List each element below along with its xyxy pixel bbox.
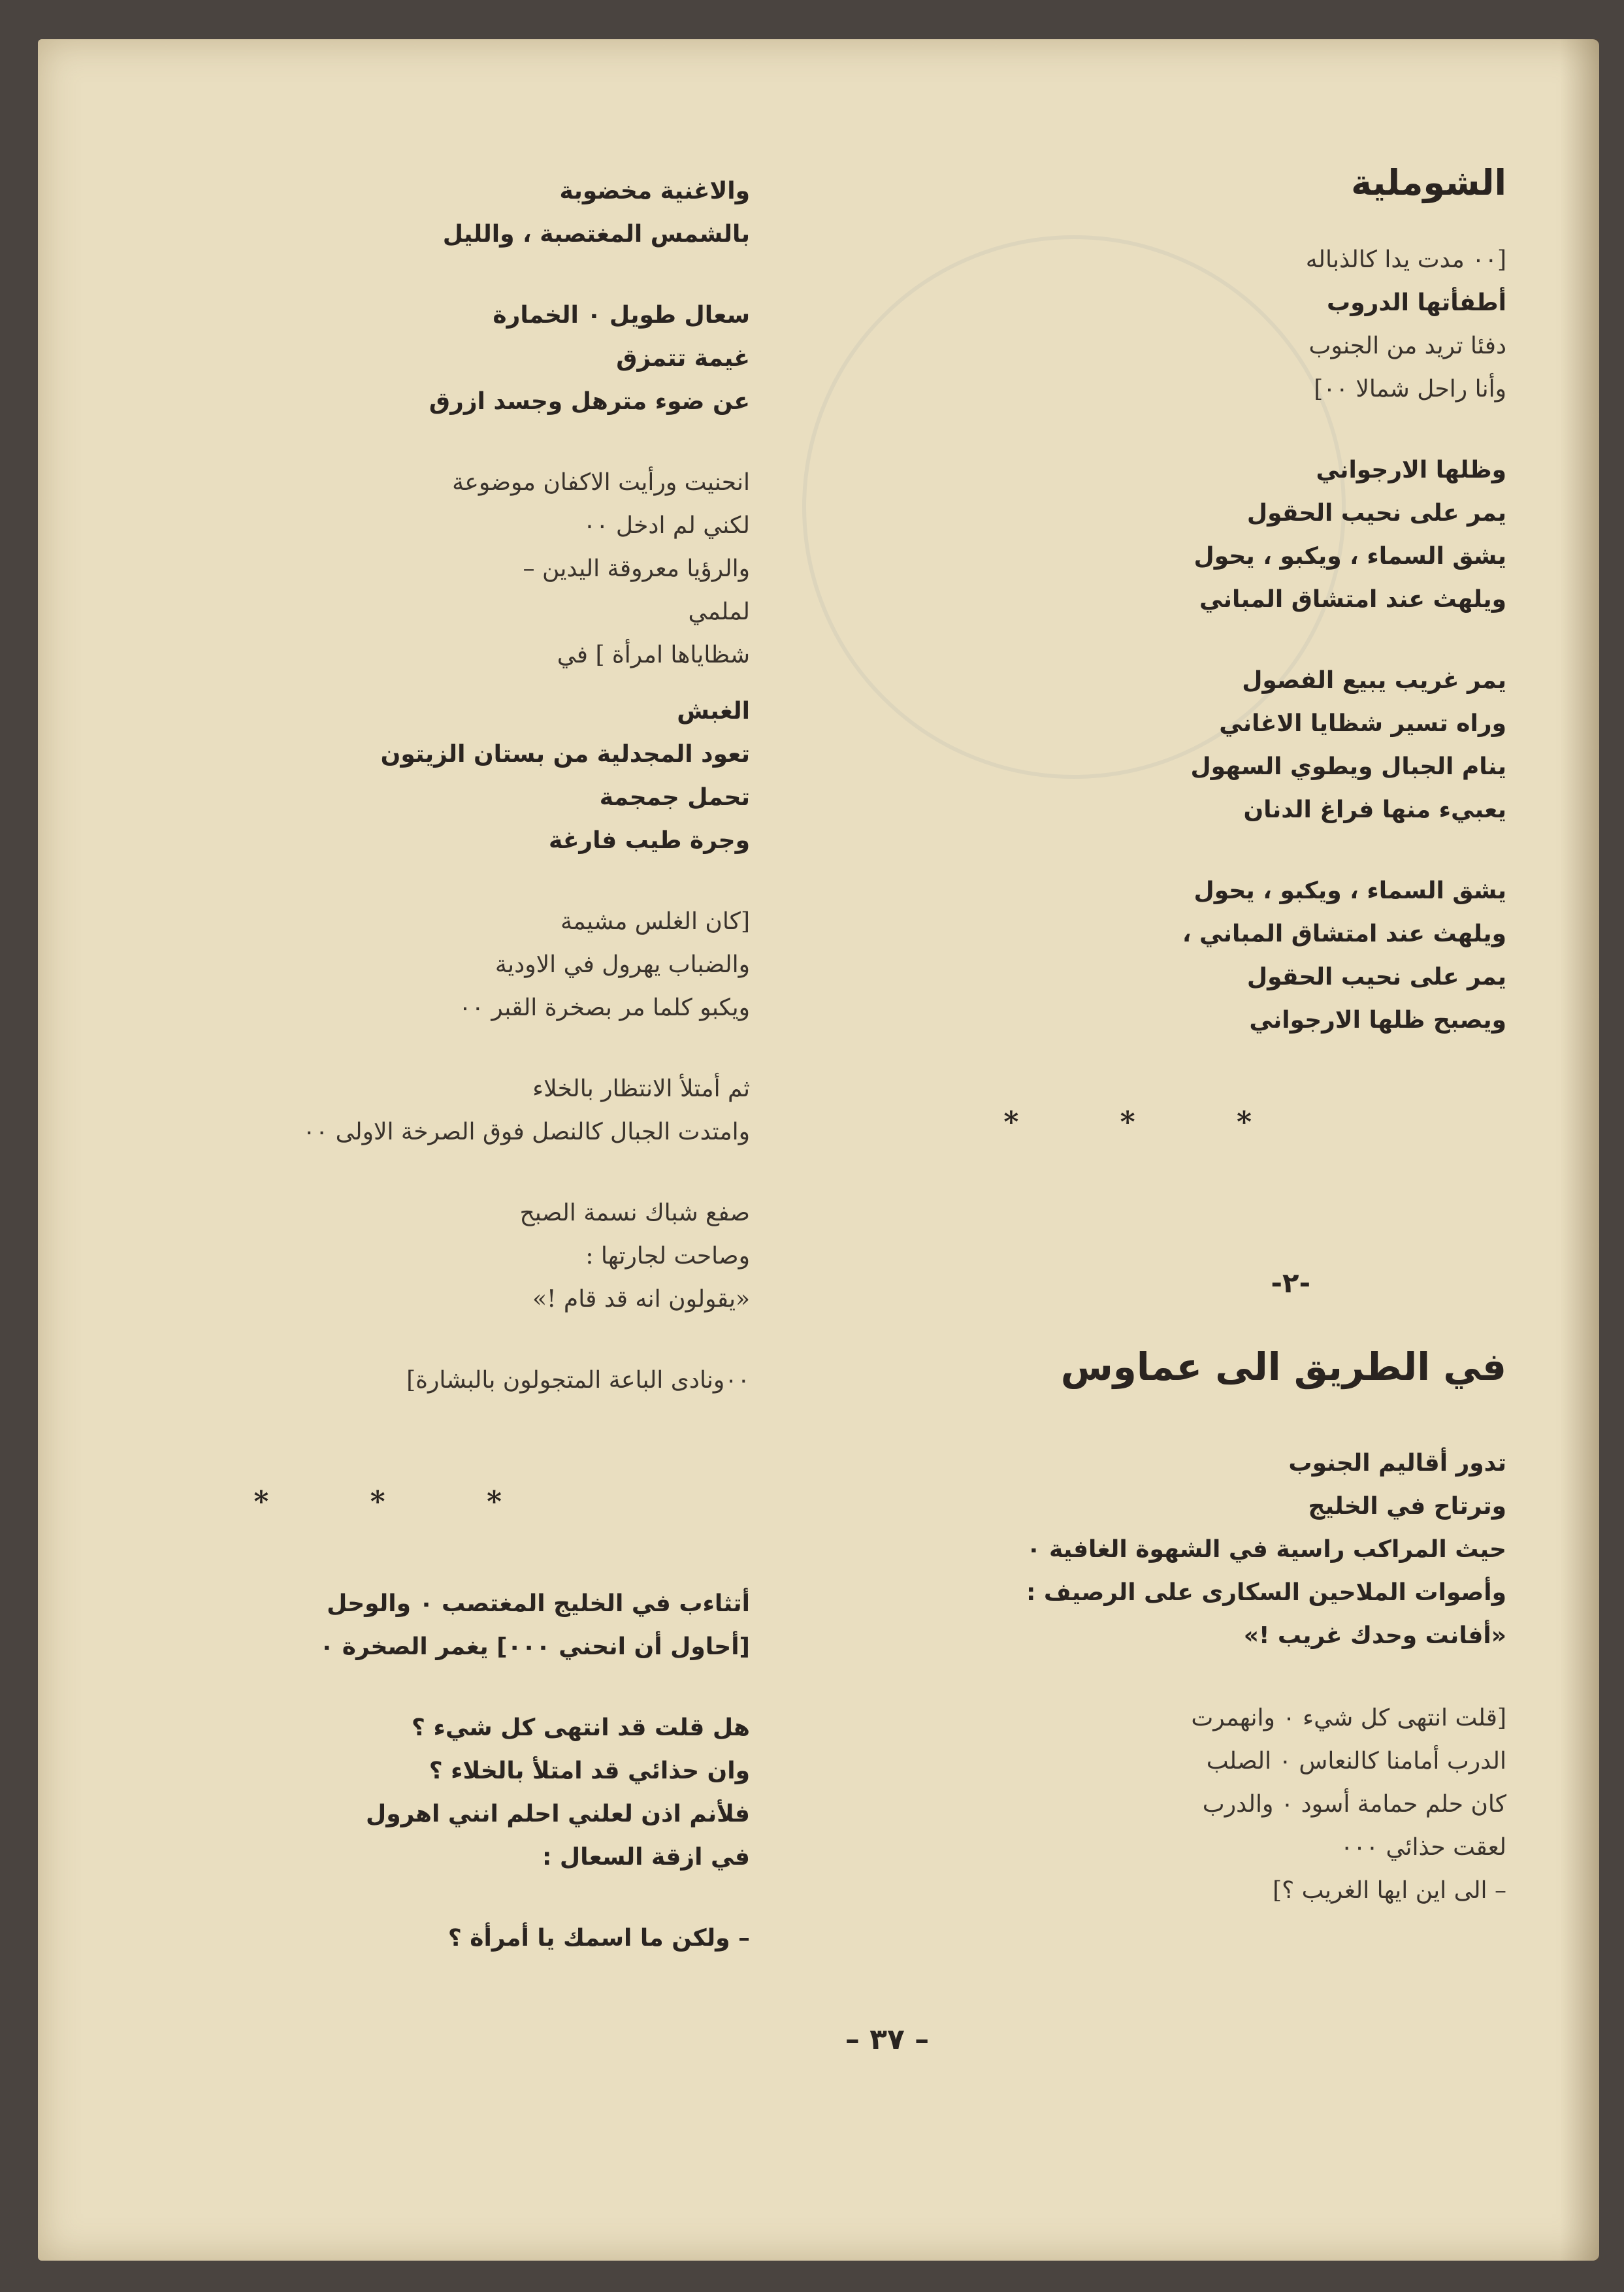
poem-title: الشوملية — [1351, 162, 1506, 203]
verse-line: [قلت انتهى كل شيء ٠ وانهمرت — [1191, 1705, 1506, 1731]
verse-line: ويلهث عند امتشاق المباني — [1199, 586, 1506, 613]
verse-line: يشق السماء ، ويكبو ، يحول — [1194, 877, 1506, 904]
verse-line: يعبيء منها فراغ الدنان — [1243, 796, 1506, 823]
verse-line: – الى اين ايها الغريب ؟] — [1273, 1877, 1506, 1904]
stanza — [110, 1917, 750, 1960]
verse-line: ثم أمتلأ الانتظار بالخلاء — [532, 1075, 750, 1102]
verse-line: سعال طويل ٠ الخمارة — [493, 302, 750, 329]
stanza — [971, 238, 1506, 411]
stanza — [971, 449, 1506, 621]
verse-line: [أحاول أن انحني ٠٠٠] يغمر الصخرة ٠ — [319, 1633, 750, 1660]
stanza — [110, 900, 750, 1030]
verse-line: في ازقة السعال : — [542, 1844, 750, 1871]
page-spine-shadow — [1560, 39, 1599, 2261]
verse-line: كان حلم حمامة أسود ٠ والدرب — [1202, 1791, 1506, 1818]
section-stars: * * * — [253, 1485, 547, 1518]
verse-line: صفع شباك نسمة الصبح — [519, 1200, 750, 1226]
verse-line: يشق السماء ، ويكبو ، يحول — [1194, 543, 1506, 570]
verse-line: تحمل جمجمة — [599, 784, 750, 811]
verse-line: وامتدت الجبال كالنصل فوق الصرخة الاولى ٠٠ — [302, 1119, 750, 1145]
right-column — [971, 154, 1506, 1912]
verse-line: وراه تسير شظايا الاغاني — [1219, 710, 1506, 737]
verse-line: وترتاح في الخليج — [1308, 1493, 1506, 1520]
verse-line: تدور أقاليم الجنوب — [1288, 1450, 1506, 1477]
verse-line: وظلها الارجواني — [1316, 457, 1506, 483]
verse-line: لكني لم ادخل ٠٠ — [583, 512, 750, 539]
verse-line: لملمي — [688, 598, 750, 625]
left-column — [110, 170, 750, 1960]
verse-line: وصاحت لجارتها : — [585, 1243, 750, 1269]
verse-line: [٠٠ مدت يدا كالذباله — [1305, 246, 1506, 273]
verse-line: يمر على نحيب الحقول — [1246, 964, 1506, 990]
verse-line: «أفانت وحدك غريب !» — [1243, 1622, 1506, 1649]
verse-line: فلأنم اذن لعلني احلم انني اهرول — [365, 1801, 750, 1827]
verse-line: «يقولون انه قد قام !» — [532, 1286, 750, 1313]
stanza — [971, 1442, 1506, 1658]
verse-line: والضباب يهرول في الاودية — [495, 951, 750, 978]
page-number: – ٣٧ – — [845, 2023, 930, 2056]
verse-line: وان حذائي قد امتلأ بالخلاء ؟ — [429, 1758, 750, 1784]
stanza — [110, 170, 750, 256]
verse-line: ينام الجبال ويطوي السهول — [1190, 753, 1506, 780]
stanza — [110, 461, 750, 677]
verse-line: شظاياها امرأة ] في — [557, 642, 750, 668]
verse-line: الغبش — [677, 698, 750, 725]
stanza — [110, 1359, 750, 1402]
verse-line: الدرب أمامنا كالنعاس ٠ الصلب — [1206, 1748, 1506, 1775]
section-title: في الطريق الى عماوس — [1060, 1345, 1506, 1389]
section-number: -٢- — [1271, 1267, 1310, 1299]
section-stars: * * * — [1003, 1105, 1297, 1139]
verse-line: دفئا تريد من الجنوب — [1308, 333, 1506, 359]
stanza — [110, 1068, 750, 1154]
verse-line: وأنا راحل شمالا ٠٠] — [1314, 376, 1506, 402]
stanza — [971, 659, 1506, 832]
verse-line: ويكبو كلما مر بصخرة القبر ٠٠ — [459, 994, 750, 1021]
verse-line: – ولكن ما اسمك يا أمرأة ؟ — [447, 1925, 750, 1952]
verse-line: وأصوات الملاحين السكارى على الرصيف : — [1026, 1579, 1506, 1606]
stanza — [110, 294, 750, 423]
verse-line: ويلهث عند امتشاق المباني ، — [1182, 921, 1506, 947]
verse-line: أتثاءب في الخليج المغتصب ٠ والوحل — [327, 1590, 750, 1617]
verse-line: يمر غريب يبيع الفصول — [1242, 667, 1506, 694]
verse-line: يمر على نحيب الحقول — [1246, 500, 1506, 527]
verse-line: لعقت حذائي ٠٠٠ — [1340, 1834, 1506, 1861]
page — [38, 39, 1599, 2261]
stanza — [971, 870, 1506, 1042]
verse-line: عن ضوء مترهل وجسد ازرق — [429, 388, 750, 415]
verse-line: وجرة طيب فارغة — [549, 827, 750, 854]
verse-line: بالشمس المغتصبة ، والليل — [442, 221, 750, 248]
verse-line: ويصبح ظلها الارجواني — [1249, 1007, 1506, 1034]
stanza — [110, 1192, 750, 1321]
verse-line: انحنيت ورأيت الاكفان موضوعة — [452, 469, 750, 496]
stanza — [110, 1582, 750, 1669]
verse-line: [كان الغلس مشيمة — [560, 908, 750, 935]
verse-line: والرؤيا معروقة اليدين – — [523, 555, 750, 582]
verse-line: والاغنية مخضوبة — [559, 178, 750, 205]
verse-line: أطفأتها الدروب — [1327, 289, 1506, 316]
stanza — [971, 1697, 1506, 1912]
stanza — [110, 690, 750, 862]
stanza — [110, 1707, 750, 1879]
verse-line: هل قلت قد انتهى كل شيء ؟ — [412, 1714, 750, 1741]
verse-line: ٠٠ونادى الباعة المتجولون بالبشارة] — [406, 1367, 750, 1394]
verse-line: غيمة تتمزق — [616, 345, 750, 372]
verse-line: حيث المراكب راسية في الشهوة الغافية ٠ — [1026, 1536, 1506, 1563]
verse-line: تعود المجدلية من بستان الزيتون — [380, 741, 750, 768]
